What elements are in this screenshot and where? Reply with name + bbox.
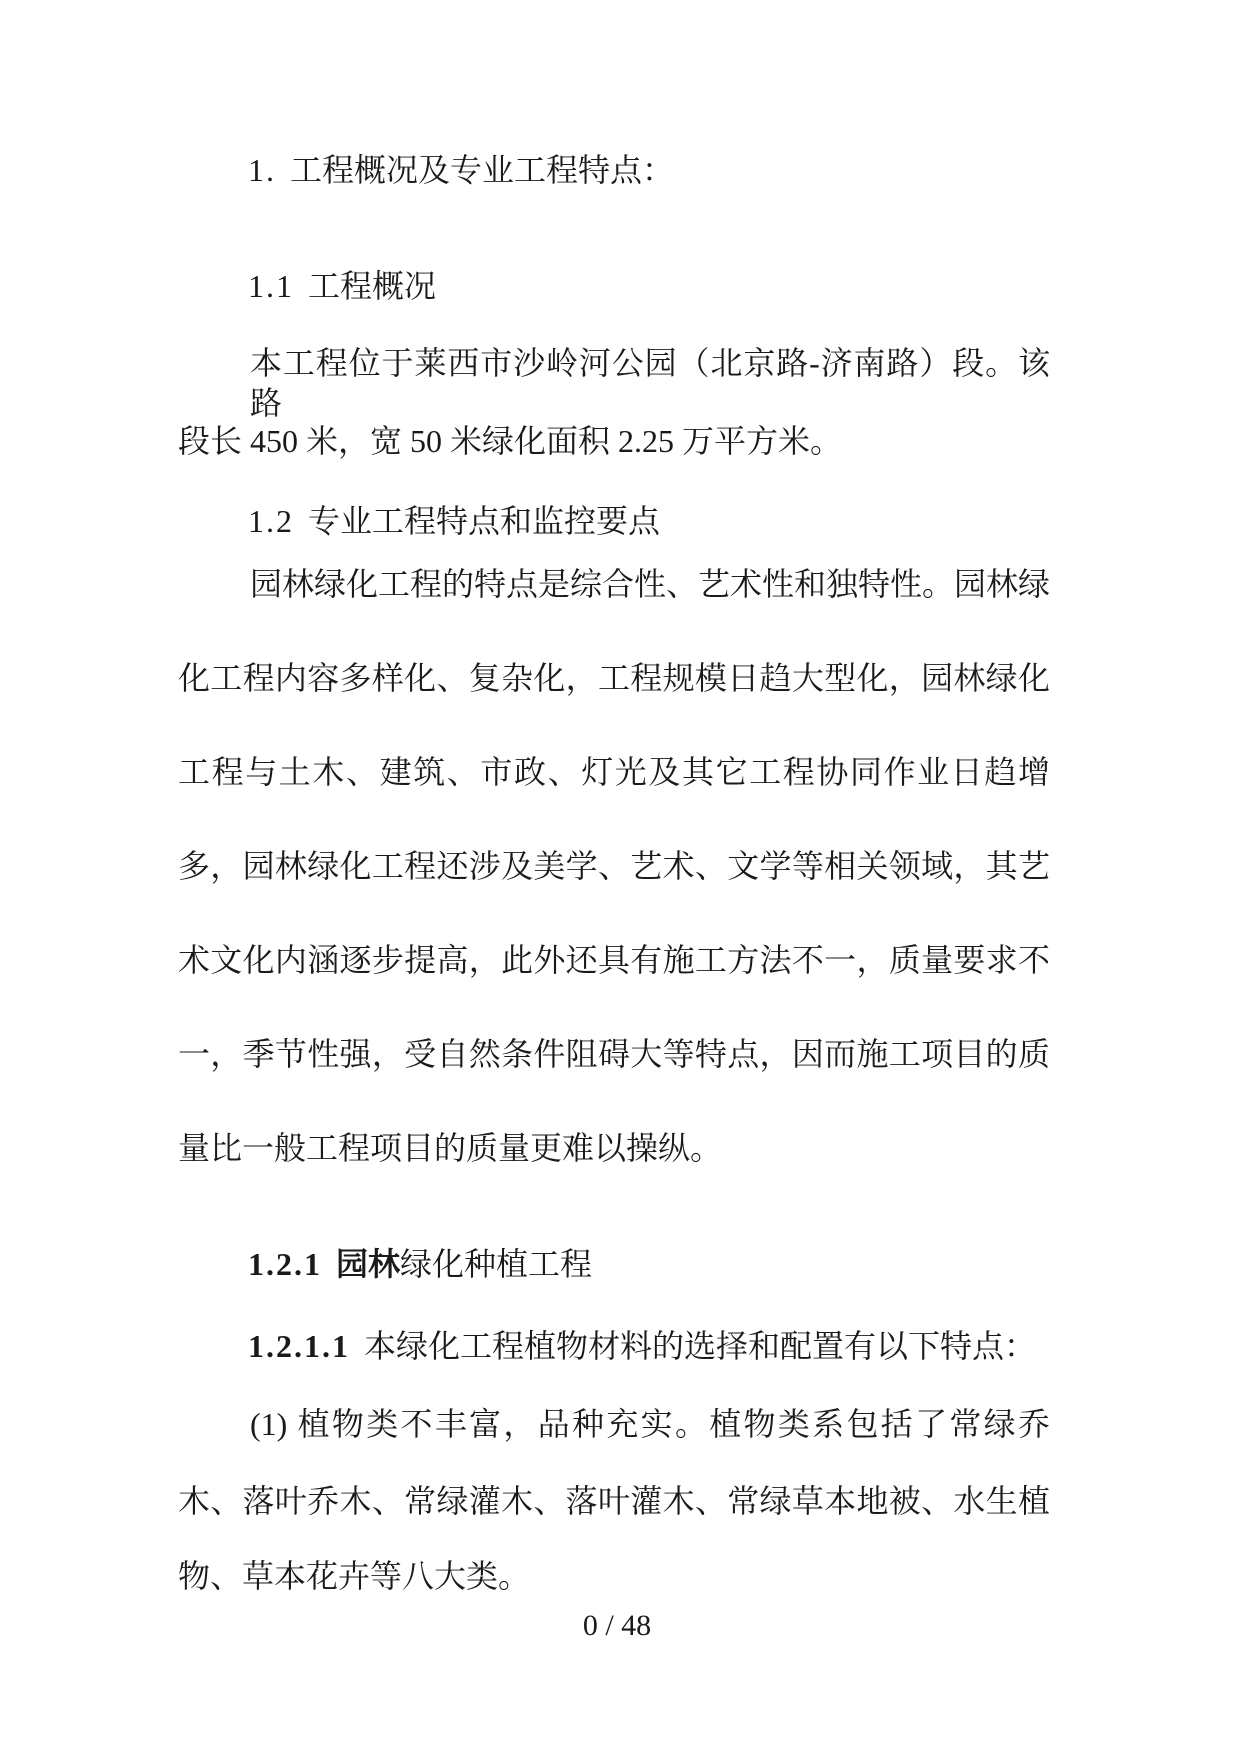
paragraph-plants-line-1: (1) 植物类不丰富，品种充实。植物类系包括了常绿乔 [250,1406,1050,1442]
heading-1-2-number: 1.2 [248,503,294,539]
heading-1-1 [248,266,436,306]
paragraph-features-line-3: 工程与土木、建筑、市政、灯光及其它工程协同作业日趋增 [178,754,1050,790]
heading-1-2-1-text: 绿化种植工程 [400,1246,593,1282]
paragraph-overview-line-2: 段长 450 米，宽 50 米绿化面积 2.25 万平方米。 [178,423,843,459]
paragraph-features-line-1: 园林绿化工程的特点是综合性、艺术性和独特性。园林绿 [250,566,1051,602]
heading-1-2-text: 专业工程特点和监控要点 [308,503,661,539]
paragraph-features-line-7: 量比一般工程项目的质量更难以操纵。 [178,1130,723,1166]
heading-1-text: 工程概况及专业工程特点： [290,152,675,188]
heading-1-2-1-1 [248,1326,1036,1366]
paragraph-plants-line-3: 物、草本花卉等八大类。 [178,1558,531,1594]
heading-1-2-1 [248,1244,592,1284]
heading-1-2-1-number: 1.2.1 [248,1246,322,1282]
paragraph-overview-line-1: 本工程位于莱西市沙岭河公园（北京路-济南路）段。该路 [250,345,1050,421]
paragraph-features-line-4: 多，园林绿化工程还涉及美学、艺术、文学等相关领域，其艺 [178,848,1050,884]
paragraph-features-line-5: 术文化内涵逐步提高，此外还具有施工方法不一，质量要求不 [178,942,1050,978]
heading-1-2-1-1-number: 1.2.1.1 [248,1328,350,1364]
heading-1 [248,150,674,190]
paragraph-features-line-2: 化工程内容多样化、复杂化，工程规模日趋大型化，园林绿化 [178,660,1050,696]
paragraph-features-line-6: 一，季节性强，受自然条件阻碍大等特点，因而施工项目的质 [178,1036,1050,1072]
heading-1-2-1-bold-text: 园林 [336,1246,401,1282]
heading-1-2 [248,501,660,541]
heading-1-1-number: 1.1 [248,268,294,304]
heading-1-1-text: 工程概况 [308,268,437,304]
page-number-indicator: 0 / 48 [582,1609,652,1642]
paragraph-plants-line-2: 木、落叶乔木、常绿灌木、落叶灌木、常绿草本地被、水生植 [178,1483,1050,1519]
heading-1-2-1-1-text: 本绿化工程植物材料的选择和配置有以下特点： [364,1328,1037,1364]
heading-1-number: 1. [248,152,276,188]
